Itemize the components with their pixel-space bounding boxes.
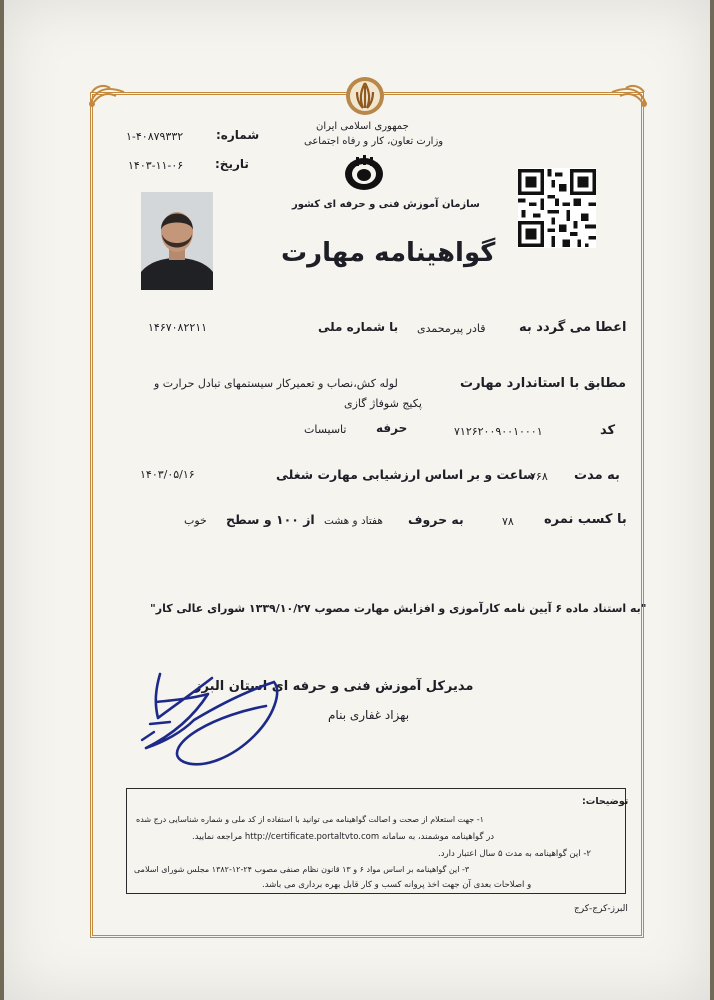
evaluation-date: ۱۴۰۳/۰۵/۱۶ <box>140 468 195 481</box>
trade-label: حرفه <box>376 421 408 435</box>
awarded-label: اعطا می گردد به <box>519 320 627 335</box>
awarded-name: قادر پیرمحمدی <box>417 322 486 335</box>
standard-line-1: لوله کش،نصاب و تعمیرکار سیستمهای تبادل حرارت و <box>154 377 398 390</box>
number-value: ۱-۴۰۸۷۹۳۳۲ <box>126 130 184 143</box>
regulation-statement: "به استناد ماده ۶ آیین نامه کارآموزی و افزایش مهارت مصوب ۱۳۳۹/۱۰/۲۷ شورای عالی کار" <box>150 602 647 615</box>
qr-code <box>518 168 596 248</box>
ministry-name: وزارت تعاون، کار و رفاه اجتماعی <box>304 136 444 147</box>
duration-label: به مدت <box>574 468 620 483</box>
certificate-paper <box>4 0 710 1000</box>
code-label: کد <box>600 423 616 438</box>
signature-mark <box>134 662 284 774</box>
organization-name: سازمان آموزش فنی و حرفه ای کشور <box>292 199 480 210</box>
certificate-title: گواهینامه مهارت <box>281 238 496 268</box>
notes-line-4: ۳- این گواهینامه بر اساس مواد ۶ و ۱۳ قانون نظام صنفی مصوب ۲۴-۱۲-۱۳۸۲ مجلس شورای اسلامی <box>134 865 470 874</box>
score-value: ۷۸ <box>502 515 514 528</box>
notes-line-3: ۲- این گواهینامه به مدت ۵ سال اعتبار دارد. <box>438 849 591 859</box>
duration-value: ۲۶۸ <box>530 470 548 483</box>
date-label: تاریخ: <box>215 157 249 171</box>
code-value: ۷۱۲۶۲۰۰۹۰۰۱۰۰۰۱ <box>454 425 543 438</box>
footer-code: البرز-کرج-کرج <box>574 904 628 914</box>
notes-line-5: و اصلاحات بعدی آن جهت اخذ پروانه کسب و کار قابل بهره برداری می باشد. <box>262 880 532 890</box>
signatory-title: مدیرکل آموزش فنی و حرفه ای استان البرز <box>194 679 474 694</box>
national-id-label: با شماره ملی <box>318 320 399 334</box>
duration-text: ساعت و بر اساس ارزشیابی مهارت شغلی <box>276 467 536 482</box>
letters-label: به حروف <box>408 512 464 527</box>
date-value: ۱۴۰۳-۱۱-۰۶ <box>128 159 184 172</box>
tvto-logo-icon <box>342 155 386 191</box>
country-name: جمهوری اسلامی ایران <box>316 121 409 132</box>
corner-ornament-left <box>86 82 128 110</box>
standard-label: مطابق با استاندارد مهارت <box>460 376 627 391</box>
notes-line-2: در گواهینامه موشمند، به سامانه http://certificate.portaltvto.com مراجعه نمایید. <box>192 832 495 842</box>
notes-line-1: ۱- جهت استعلام از صحت و اصالت گواهینامه می توانید با استفاده از کد ملی و شماره شناسایی درج شده <box>136 815 484 824</box>
scale-label: از ۱۰۰ و سطح <box>226 512 315 527</box>
notes-heading: توضیحات: <box>582 796 629 807</box>
corner-ornament-right <box>608 82 650 110</box>
holder-photo <box>141 192 213 290</box>
signatory-name: بهزاد غفاری بنام <box>328 708 410 722</box>
level-value: خوب <box>184 514 207 527</box>
letters-value: هفتاد و هشت <box>324 515 383 527</box>
score-label: با کسب نمره <box>544 512 627 527</box>
national-id-value: ۱۴۶۷۰۸۲۲۱۱ <box>148 321 208 334</box>
trade-value: تاسیسات <box>304 423 347 436</box>
iran-emblem-icon <box>344 74 386 118</box>
standard-line-2: پکیج شوفاژ گازی <box>344 397 422 410</box>
number-label: شماره: <box>216 128 260 142</box>
